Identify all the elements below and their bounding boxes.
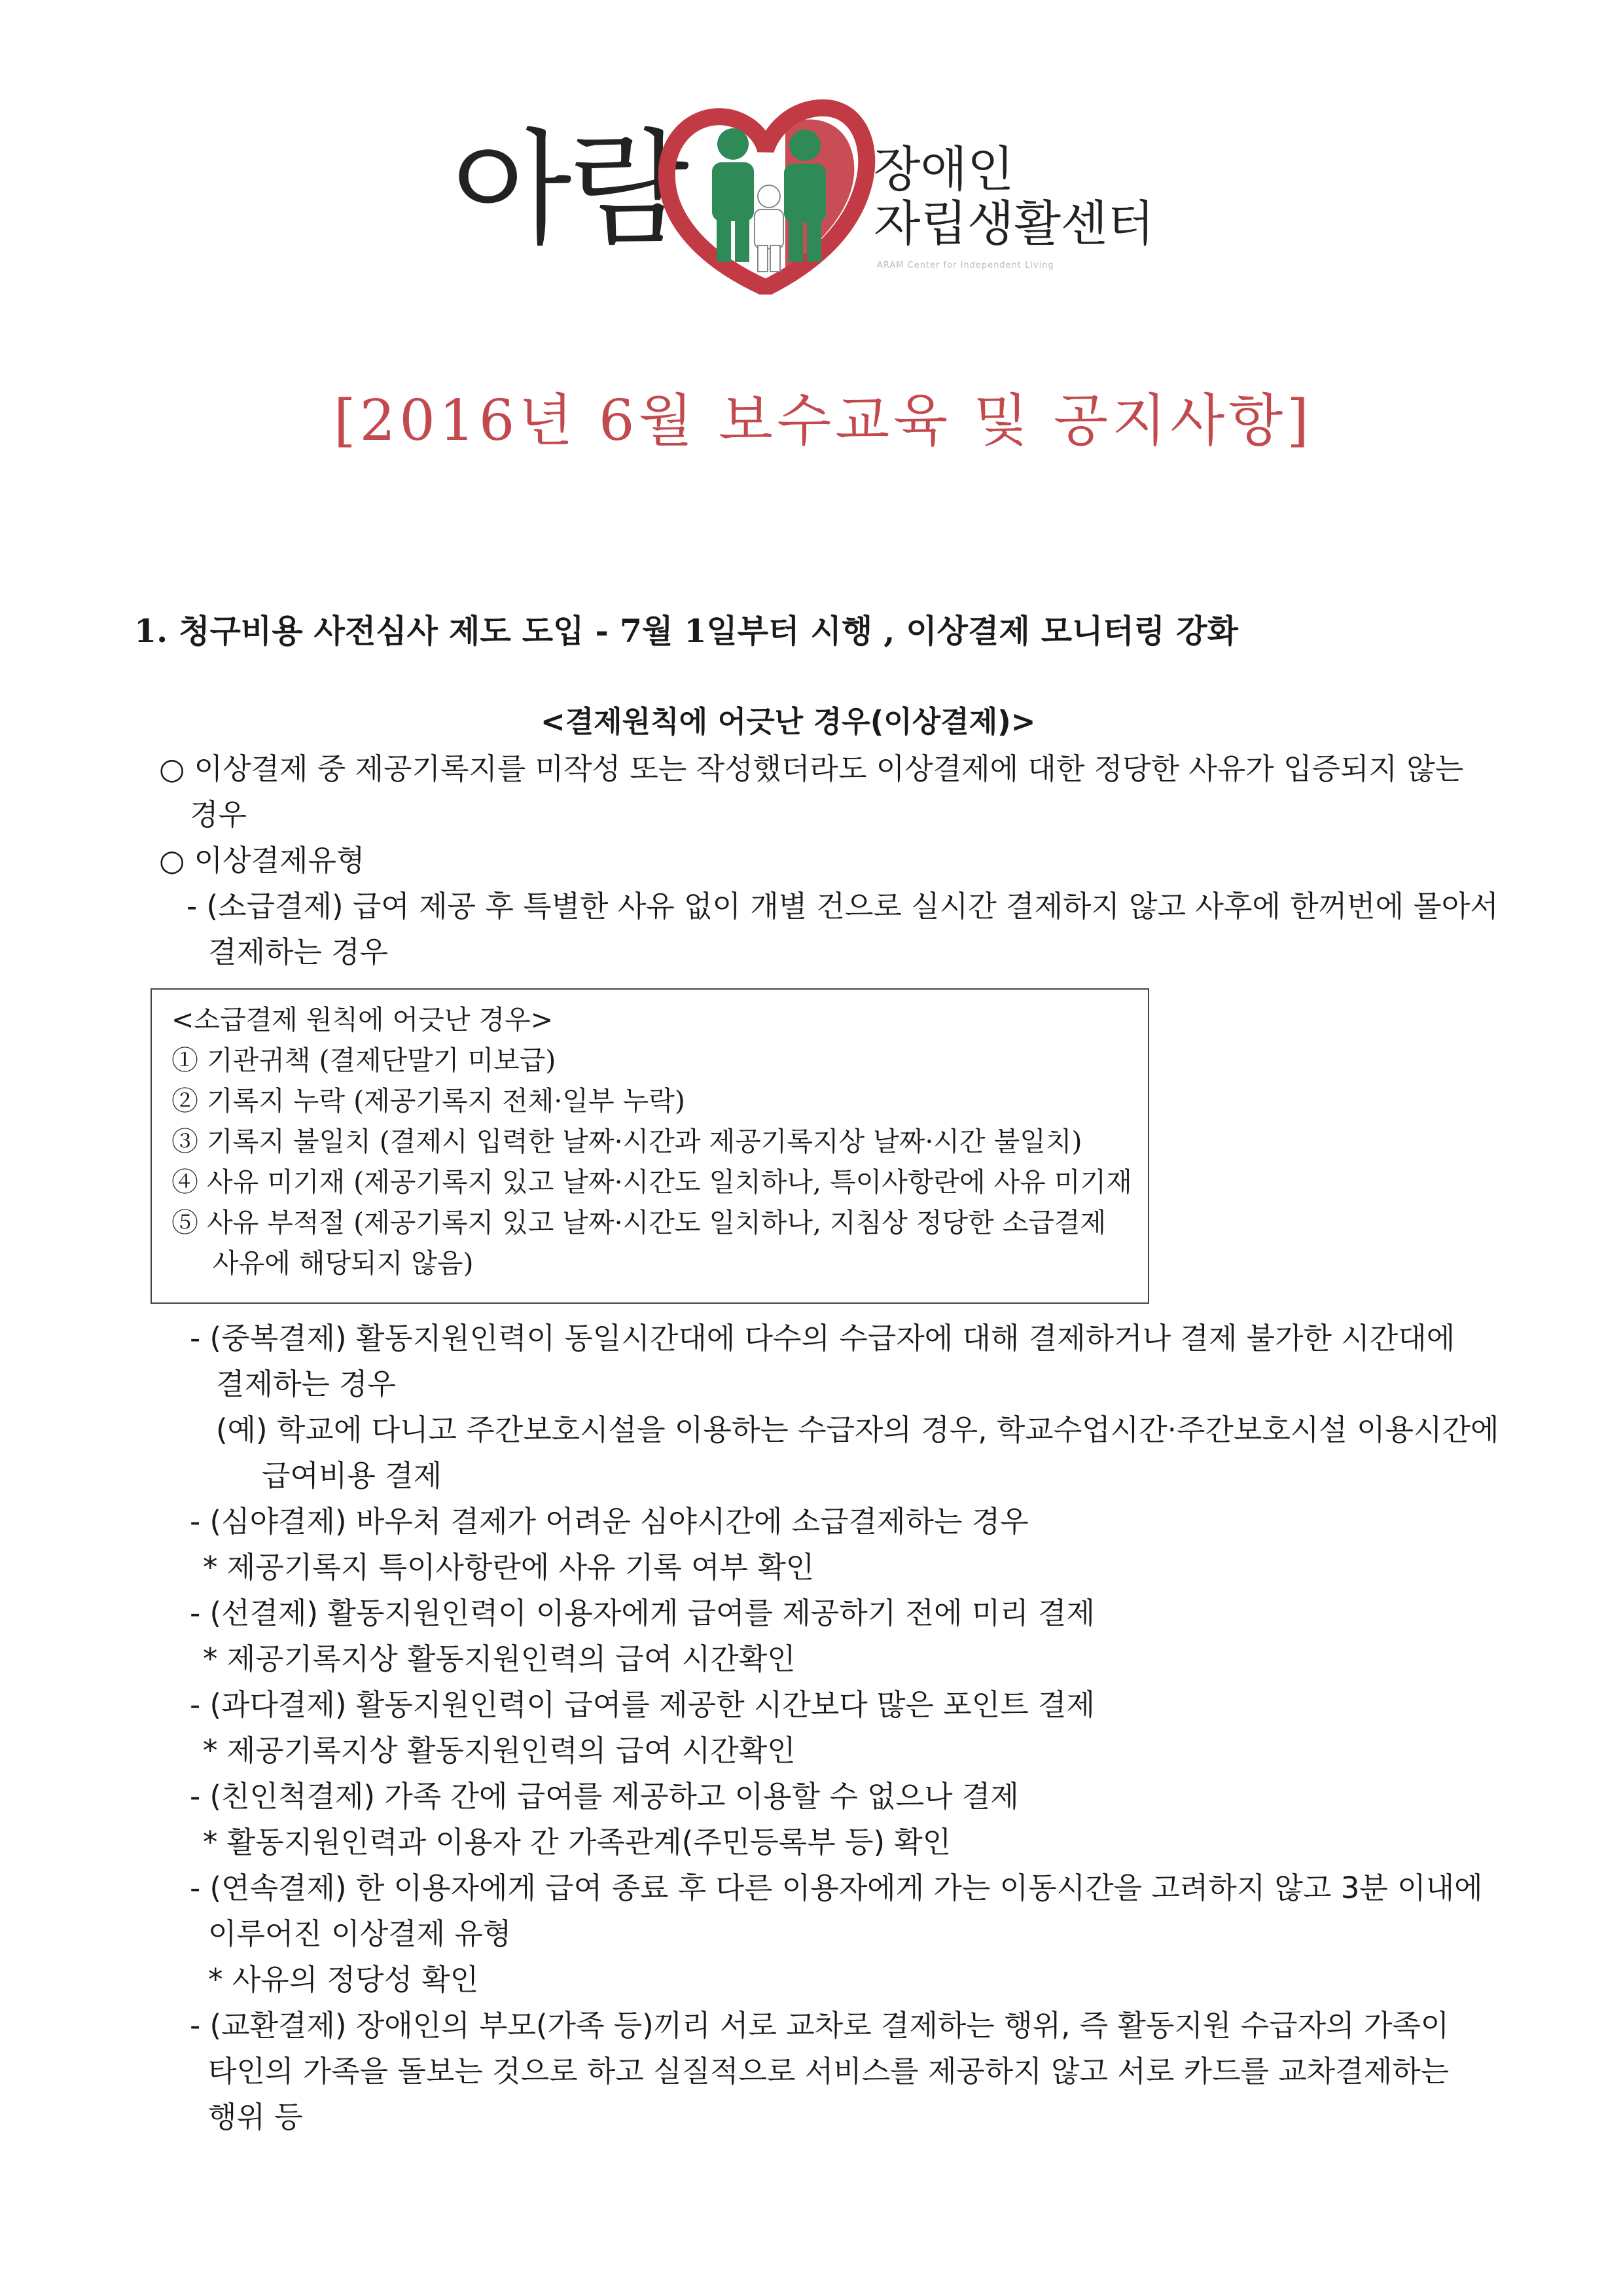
- dash-line: - (과다결제) 활동지원인력이 급여를 제공한 시간보다 많은 포인트 결제: [190, 1687, 1095, 1722]
- box-item-cont: 사유에 해당되지 않음): [213, 1247, 474, 1279]
- box-item: ④ 사유 미기재 (제공기록지 있고 날짜·시간도 일치하나, 특이사항란에 사유 미기재: [171, 1166, 1132, 1198]
- note-line: * 제공기록지상 활동지원인력의 급여 시간확인: [203, 1641, 796, 1676]
- box-title: <소급결제 원칙에 어긋난 경우>: [171, 1004, 554, 1035]
- org-name-line2: 자립생활센터: [874, 196, 1154, 252]
- dash-line-cont: 결제하는 경우: [208, 935, 389, 969]
- box-item: ⑤ 사유 부적절 (제공기록지 있고 날짜·시간도 일치하나, 지침상 정당한 소급결제: [171, 1207, 1107, 1238]
- box-item: ① 기관귀책 (결제단말기 미보급): [171, 1045, 556, 1076]
- box-item: ② 기록지 누락 (제공기록지 전체·일부 누락): [171, 1085, 685, 1117]
- document-title: [2016년 6월 보수교육 및 공지사항]: [334, 388, 1313, 454]
- dash-line: - (친인척결제) 가족 간에 급여를 제공하고 이용할 수 없으나 결제: [190, 1779, 1019, 1814]
- bullet-line: ○ 이상결제 중 제공기록지를 미작성 또는 작성했더라도 이상결제에 대한 정당한 사유가 입증되지 않는: [159, 751, 1464, 786]
- box-item: ③ 기록지 불일치 (결제시 입력한 날짜·시간과 제공기록지상 날짜·시간 불일치): [171, 1126, 1082, 1157]
- section-heading: 1. 청구비용 사전심사 제도 도입 - 7월 1일부터 시행 , 이상결제 모니터링 강화: [134, 612, 1238, 650]
- org-name-line1: 장애인: [874, 141, 1014, 198]
- note-line: * 사유의 정당성 확인: [208, 1962, 479, 1997]
- note-line: * 제공기록지상 활동지원인력의 급여 시간확인: [203, 1733, 796, 1768]
- bullet-line-cont: 경우: [190, 797, 247, 832]
- example-line-cont: 급여비용 결제: [262, 1458, 442, 1493]
- logo-heart-icon: [654, 98, 877, 295]
- dash-line: - (심야결제) 바우처 결제가 어려운 심야시간에 소급결제하는 경우: [190, 1504, 1029, 1539]
- dash-line: - (소급결제) 급여 제공 후 특별한 사유 없이 개별 건으로 실시간 결제하지 않고 사후에 한꺼번에 몰아서: [187, 889, 1499, 924]
- dash-line: - (중복결제) 활동지원인력이 동일시간대에 다수의 수급자에 대해 결제하거나 결제 불가한 시간대에: [190, 1321, 1455, 1355]
- example-line: (예) 학교에 다니고 주간보호시설을 이용하는 수급자의 경우, 학교수업시간·주간보호시설 이용시간에: [216, 1412, 1499, 1447]
- dash-line-cont: 타인의 가족을 돌보는 것으로 하고 실질적으로 서비스를 제공하지 않고 서로 카드를 교차결제하는: [208, 2054, 1450, 2089]
- dash-line-cont: 행위 등: [208, 2100, 303, 2134]
- dash-line: - (선결제) 활동지원인력이 이용자에게 급여를 제공하기 전에 미리 결제: [190, 1596, 1095, 1630]
- dash-line: - (교환결제) 장애인의 부모(가족 등)끼리 서로 교차로 결제하는 행위, 즉 활동지원 수급자의 가족이: [190, 2008, 1450, 2043]
- note-line: * 활동지원인력과 이용자 간 가족관계(주민등록부 등) 확인: [203, 1825, 952, 1859]
- child-figure-icon: [755, 185, 783, 272]
- dash-line-cont: 결제하는 경우: [216, 1367, 397, 1401]
- org-tagline: ARAM Center for Independent Living: [877, 260, 1054, 270]
- dash-line: - (연속결제) 한 이용자에게 급여 종료 후 다른 이용자에게 가는 이동시간을 고려하지 않고 3분 이내에: [190, 1871, 1483, 1905]
- note-line: * 제공기록지 특이사항란에 사유 기록 여부 확인: [203, 1550, 815, 1585]
- bullet-line: ○ 이상결제유형: [159, 843, 365, 878]
- sub-heading: <결제원칙에 어긋난 경우(이상결제)>: [541, 704, 1036, 739]
- dash-line-cont: 이루어진 이상결제 유형: [208, 1916, 512, 1951]
- logo-wordmark: 아람: [452, 117, 687, 262]
